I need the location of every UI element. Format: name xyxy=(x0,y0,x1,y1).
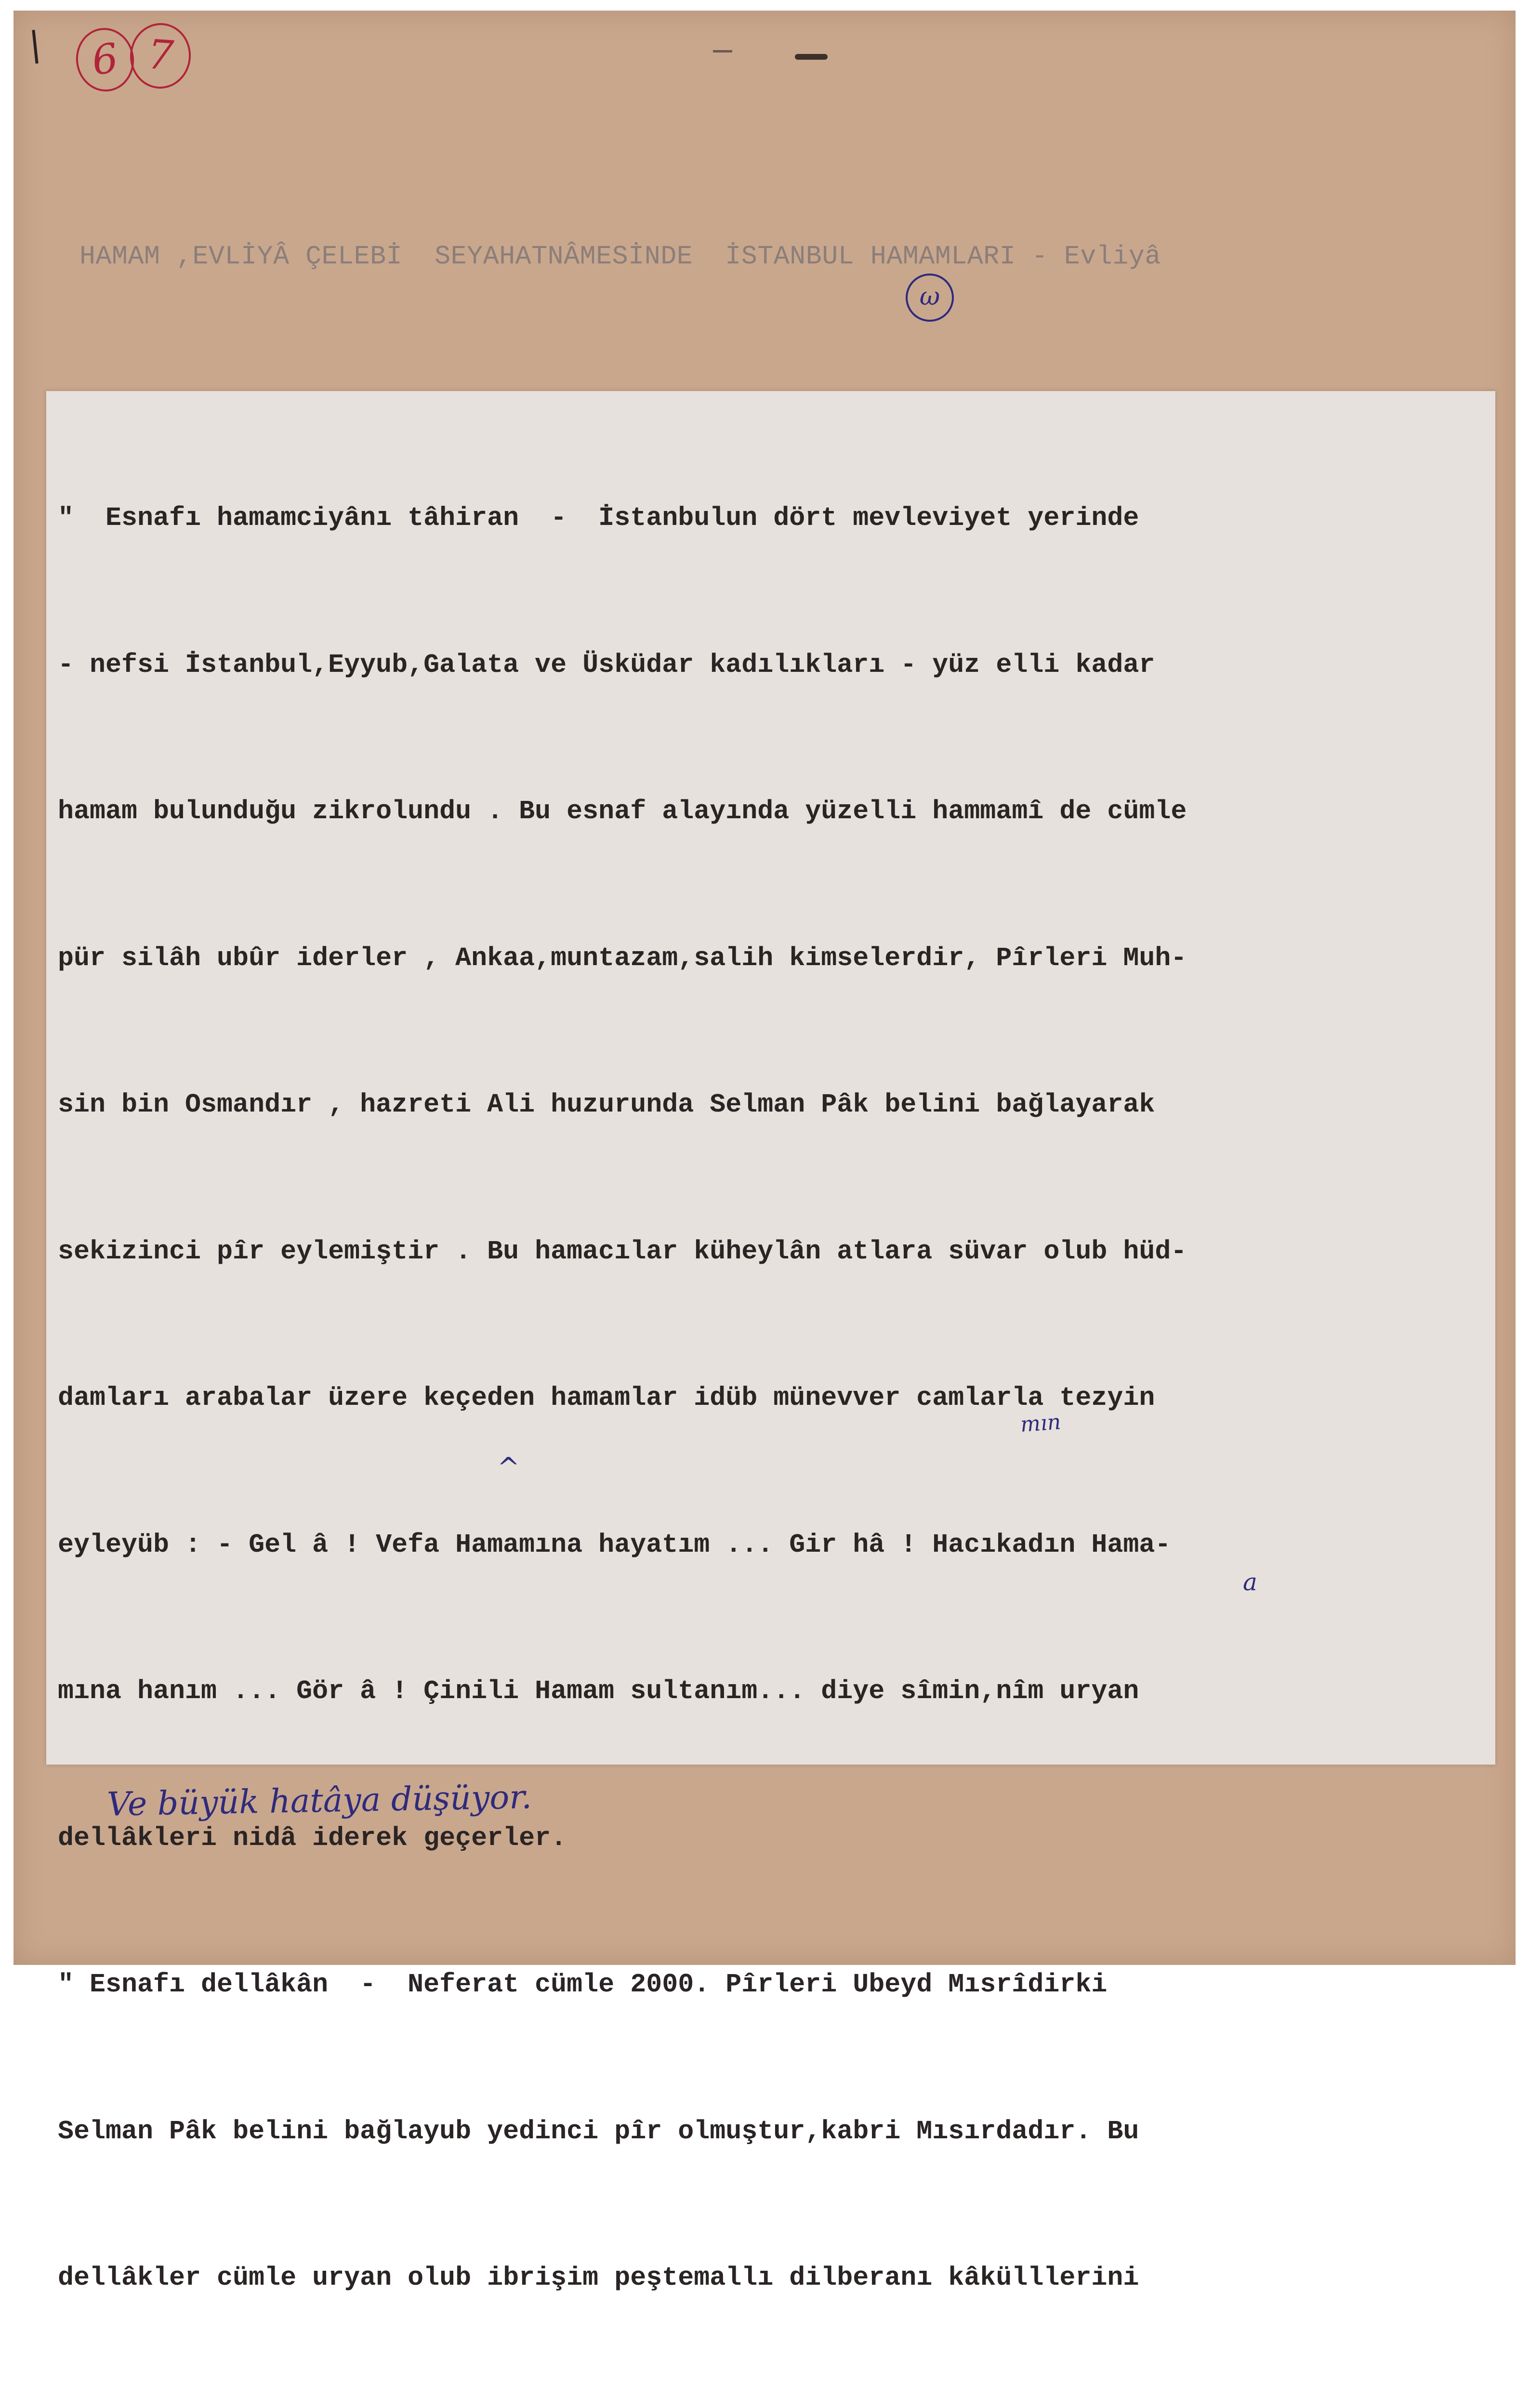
text-line: pür silâh ubûr iderler , Ankaa,muntazam,salih kimselerdir, Pîrleri Muh- xyxy=(58,934,1484,983)
text-line: - nefsi İstanbul,Eyyub,Galata ve Üsküdar kadılıkları - yüz elli kadar xyxy=(58,641,1484,690)
text-line: " Esnafı hamamciyânı tâhiran - İstanbulun dört mevleviyet yerinde xyxy=(58,494,1484,543)
text-line: sekizinci pîr eylemiştir . Bu hamacılar küheylân atlara süvar olub hüd- xyxy=(58,1227,1484,1276)
ink-blot xyxy=(795,54,828,60)
handwritten-circle-mark: ω xyxy=(906,274,954,322)
text-line: sin bin Osmandır , hazreti Ali huzurunda Selman Pâk belini bağlayarak xyxy=(58,1080,1484,1129)
folio-number-circle: 6 xyxy=(72,24,138,95)
intro-line: HAMAM ,EVLİYÂ ÇELEBİ SEYAHATNÂMESİNDE İSTANBUL HAMAMLARI - Evliyâ xyxy=(79,232,1477,281)
text-line: Selman Pâk belini bağlayub yedinci pîr olmuştur,kabri Mısırdadır. Bu xyxy=(58,2107,1484,2156)
handwritten-insertion: a xyxy=(1243,1568,1257,1596)
text-line: mına hanım ... Gör â ! Çinili Hamam sultanım... diye sîmin,nîm uryan xyxy=(58,1667,1484,1716)
text-line: hamam bulunduğu zikrolundu . Bu esnaf alayında yüzelli hammamî de cümle xyxy=(58,787,1484,836)
text-line: eyleyüb : - Gel â ! Vefa Hamamına hayatım ... Gir hâ ! Hacıkadın Hama- xyxy=(58,1520,1484,1570)
text-line: damları arabalar üzere keçeden hamamlar idüb münevver camlarla tezyin xyxy=(58,1374,1484,1423)
text-line: dellâkler cümle uryan olub ibrişim peştemallı dilberanı kâkülllerini xyxy=(58,2253,1484,2303)
handwritten-note: Ve büyük hatâya düşüyor. xyxy=(106,1778,532,1823)
ink-mark xyxy=(713,50,732,52)
handwritten-insertion: mın xyxy=(1019,1410,1061,1437)
folio-number-circle: 7 xyxy=(128,21,193,91)
handwritten-insertion: ^ xyxy=(497,1452,520,1483)
quoted-passage xyxy=(58,396,1484,2408)
text-line: " Esnafı dellâkân - Neferat cümle 2000. Pîrleri Ubeyd Mısrîdirki xyxy=(58,1960,1484,2009)
text-line xyxy=(58,2400,1484,2408)
text-line: dellâkleri nidâ iderek geçerler. xyxy=(58,1814,1484,1863)
